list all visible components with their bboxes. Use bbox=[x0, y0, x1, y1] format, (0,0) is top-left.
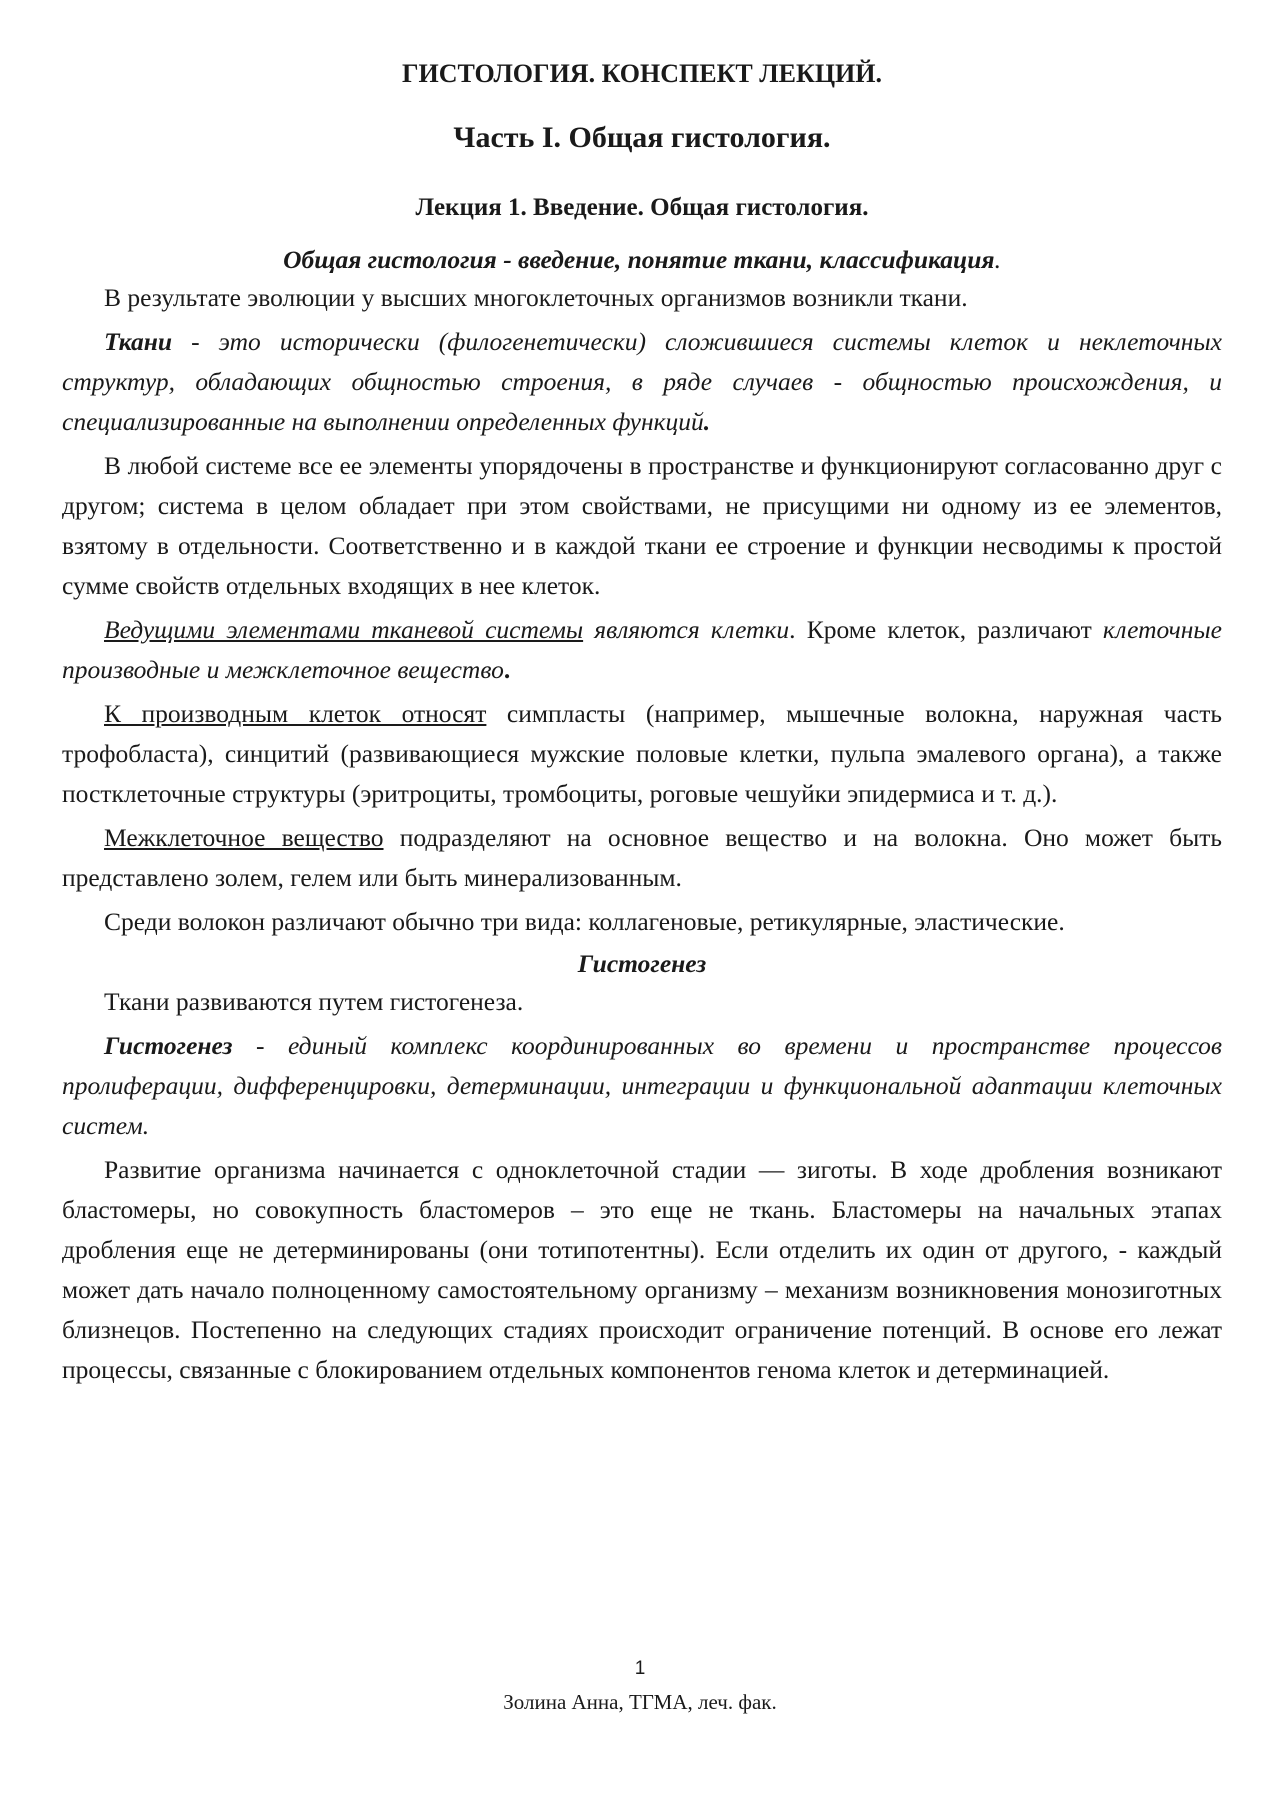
document-page bbox=[62, 58, 1222, 1394]
paragraph-leading-elements bbox=[62, 610, 1222, 690]
section-heading-general-histology bbox=[62, 242, 1222, 278]
leading-elements-dot: . bbox=[503, 655, 511, 684]
leading-elements-cells: являются клетки bbox=[583, 615, 790, 644]
term-histogenesis: Гистогенез bbox=[104, 1031, 233, 1060]
section-heading-histogenesis: Гистогенез bbox=[577, 949, 707, 978]
paragraph-tissues-develop: Ткани развиваются путем гистогенеза. bbox=[104, 987, 524, 1016]
tissue-definition-text: - это исторически (филогенетически) сложившиеся системы клеток и неклеточных структур, обладающих общностью строения, в ряде случаев - общностью происхождения, и специализированные на выполнении определенных функций bbox=[62, 327, 1222, 436]
paragraph-fibers: Среди волокон различают обычно три вида: коллагеновые, ретикулярные, эластические. bbox=[104, 907, 1065, 936]
footer-author: Золина Анна, ТГМА, леч. фак. bbox=[503, 1690, 777, 1714]
leading-elements-underlined: Ведущими элементами тканевой системы bbox=[104, 615, 584, 644]
leading-elements-derivatives: клеточные производные и межклеточное вещество bbox=[62, 615, 1222, 684]
section-heading-part-a: Общая гистология bbox=[283, 245, 497, 274]
leading-elements-mid: . Кроме клеток, различают bbox=[789, 615, 1103, 644]
term-tissues: Ткани bbox=[104, 327, 173, 356]
part-title: Часть I. Общая гистология. bbox=[453, 121, 831, 154]
paragraph-evolution: В результате эволюции у высших многоклеточных организмов возникли ткани. bbox=[104, 283, 968, 312]
intercellular-text: подразделяют на основное вещество и на волокна. Оно может быть представлено золем, гелем или быть минерализованным. bbox=[62, 823, 1222, 892]
intercellular-underlined: Межклеточное вещество bbox=[104, 823, 384, 852]
section-heading-part-b: - введение, понятие ткани, классификация bbox=[496, 245, 995, 274]
tissue-definition-dot: . bbox=[703, 407, 711, 436]
section-heading-dot: . bbox=[994, 245, 1001, 274]
paragraph-histogenesis-definition bbox=[62, 1026, 1222, 1146]
page-number: 1 bbox=[634, 1658, 646, 1679]
lecture-title: Лекция 1. Введение. Общая гистология. bbox=[415, 194, 869, 221]
paragraph-zygote: Развитие организма начинается с одноклеточной стадии — зиготы. В ходе дробления возникают бластомеры, но совокупность бластомеров – это еще не ткань. Бластомеры на начальных этапах дробления еще не детерминированы (они тотипотентны). Если отделить их один от другого, - каждый может дать начало полноценному самостоятельному организму – механизм возникновения монозиготных близнецов. Постепенно на следующих стадиях происходит ограничение потенций. В основе его лежат процессы, связанные с блокированием отдельных компонентов генома клеток и детерминацией. bbox=[62, 1155, 1222, 1384]
histogenesis-definition-text: - единый комплекс координированных во времени и пространстве процессов пролиферации, дифференцировки, детерминации, интеграции и функциональной адаптации клеточных систем. bbox=[62, 1031, 1222, 1140]
paragraph-intercellular-substance bbox=[62, 818, 1222, 898]
paragraph-cell-derivatives bbox=[62, 694, 1222, 814]
document-title: ГИСТОЛОГИЯ. КОНСПЕКТ ЛЕКЦИЙ. bbox=[401, 59, 883, 88]
paragraph-tissue-definition bbox=[62, 322, 1222, 442]
cell-derivatives-underlined: К производным клеток относят bbox=[104, 699, 487, 728]
paragraph-system: В любой системе все ее элементы упорядочены в пространстве и функционируют согласованно друг с другом; система в целом обладает при этом свойствами, не присущими ни одному из ее элементов, взятому в отдельности. Соответственно и в каждой ткани ее строение и функции несводимы к простой сумме свойств отдельных входящих в нее клеток. bbox=[62, 451, 1222, 600]
cell-derivatives-text: симпласты (например, мышечные волокна, наружная часть трофобласта), синцитий (развивающиеся мужские половые клетки, пульпа эмалевого органа), а также постклеточные структуры (эритроциты, тромбоциты, роговые чешуйки эпидермиса и т. д.). bbox=[62, 699, 1222, 808]
